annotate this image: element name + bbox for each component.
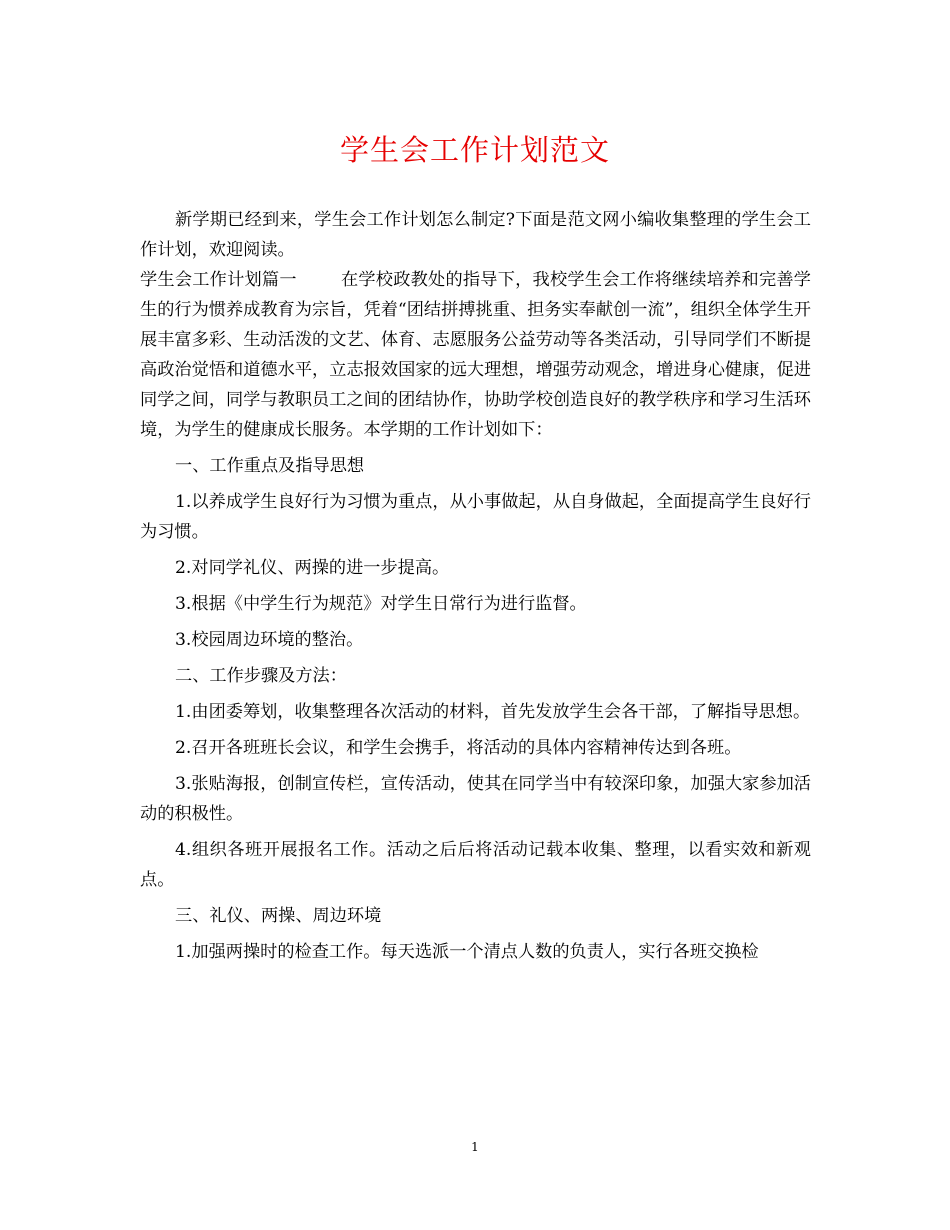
section-heading-2: 二、工作步骤及方法： (175, 666, 347, 686)
list-item: 1.加强两操时的检查工作。每天选派一个清点人数的负责人，实行各班交换检 (175, 942, 759, 962)
list-item: 3.根据《中学生行为规范》对学生日常行为进行监督。 (175, 594, 587, 614)
list-item: 1.由团委筹划，收集整理各次活动的材料，首先发放学生会各干部，了解指导思想。 (175, 702, 811, 722)
section-heading-1: 一、工作重点及指导思想 (175, 456, 365, 476)
section-heading-3: 三、礼仪、两操、周边环境 (175, 906, 382, 926)
part-one-text: 在学校政教处的指导下，我校学生会工作将继续培养和完善学生的行为惯养成教育为宗旨，凭着“团结拼搏挑重、担务实奉献创一流”，组织全体学生开展丰富多彩、生动活泼的文艺、体育、志愿服务公益劳动等各类活动，引导同学们不断提高政治觉悟和道德水平，立志报效国家的远大理想，增强劳动观念，增进身心健康，促进同学之间，同学与教职员工之间的团结协作，协助学校创造良好的教学秩序和学习生活环境，为学生的健康成长服务。本学期的工作计划如下： (140, 270, 811, 440)
part-one-paragraph (140, 265, 811, 445)
list-item: 3.校园周边环境的整治。 (175, 630, 364, 650)
document-title: 学生会工作计划范文 (339, 133, 610, 167)
intro-paragraph: 新学期已经到来，学生会工作计划怎么制定?下面是范文网小编收集整理的学生会工作计划，欢迎阅读。 (140, 210, 811, 260)
list-item: 3.张贴海报，创制宣传栏，宣传活动，使其在同学当中有较深印象，加强大家参加活动的积极性。 (140, 774, 811, 824)
list-item: 2.对同学礼仪、两操的进一步提高。 (175, 558, 450, 578)
document-body (140, 205, 811, 967)
page-number: 1 (471, 1140, 479, 1154)
list-item: 2.召开各班班长会议，和学生会携手，将活动的具体内容精神传达到各班。 (175, 738, 742, 758)
list-item: 4.组织各班开展报名工作。活动之后后将活动记载本收集、整理，以看实效和新观点。 (140, 840, 811, 890)
part-one-label: 学生会工作计划篇一 (140, 270, 297, 290)
list-item: 1.以养成学生良好行为习惯为重点，从小事做起，从自身做起，全面提高学生良好行为习惯。 (140, 492, 811, 542)
